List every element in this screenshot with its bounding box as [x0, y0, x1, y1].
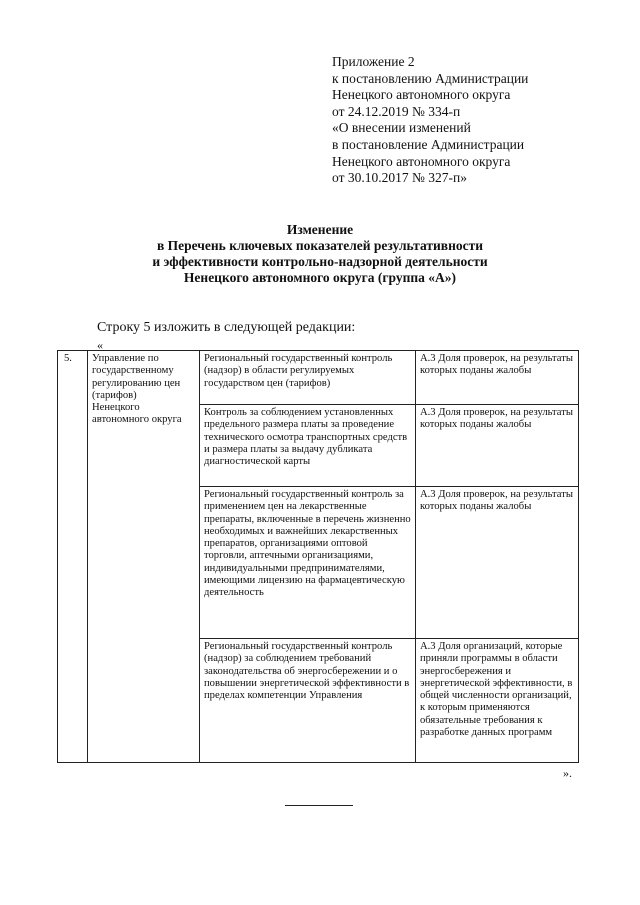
control-cell: Региональный государственный контроль (надзор) в области регулируемых государством цен (тарифов)	[200, 351, 416, 405]
authority-cell	[88, 351, 200, 763]
authority-name: Управление по государственному регулированию цен (тарифов)	[92, 353, 181, 401]
intro-text: Строку 5 изложить в следующей редакции:	[97, 320, 356, 335]
appendix-line: к постановлению Администрации	[332, 70, 529, 86]
appendix-line: Ненецкого автономного округа	[332, 153, 511, 169]
control-cell: Региональный государственный контроль (надзор) за соблюдением требований законодательства об энергосбережении и о повышении энергетической эффективности в пределах компетенции Управления	[200, 639, 416, 763]
appendix-block	[332, 54, 632, 187]
indicators-table	[57, 350, 579, 763]
title-line: и эффективности контрольно-надзорной деятельности	[152, 254, 488, 269]
title-line: в Перечень ключевых показателей результативности	[156, 238, 484, 253]
close-quote: ».	[563, 766, 572, 780]
appendix-line: Ненецкого автономного округа	[332, 87, 511, 103]
title-line: Ненецкого автономного округа (группа «А»)	[183, 270, 457, 285]
indicator-cell: А.3 Доля организаций, которые приняли программы в области энергосбережения и энергетической эффективности, в общей численности организаций, к которым применяются обязательные требования к разработке данных программ	[416, 639, 579, 763]
appendix-line: от 30.10.2017 № 327-п»	[332, 170, 467, 186]
row-number: 5.	[58, 351, 88, 763]
open-quote: «	[97, 338, 103, 352]
appendix-line: «О внесении изменений	[332, 120, 471, 136]
indicator-cell: А.3 Доля проверок, на результаты которых поданы жалобы	[416, 351, 579, 405]
title-line: Изменение	[286, 222, 354, 237]
indicator-cell: А.3 Доля проверок, на результаты которых поданы жалобы	[416, 405, 579, 487]
table-row	[58, 351, 579, 405]
control-cell: Региональный государственный контроль за применением цен на лекарственные препараты, включенные в перечень жизненно необходимых и важнейших лекарственных препаратов, организациями оптовой торговли, аптечными организациями, индивидуальными предпринимателями, имеющими лицензию на фармацевтическую деятельность	[200, 487, 416, 639]
document-title	[0, 222, 640, 286]
appendix-line: в постановление Администрации	[332, 136, 525, 152]
appendix-line: от 24.12.2019 № 334-п	[332, 103, 461, 119]
control-cell: Контроль за соблюдением установленных предельного размера платы за проведение технического осмотра транспортных средств и размера платы за выдачу дубликата диагностической карты	[200, 405, 416, 487]
authority-region: Ненецкого автономного округа	[92, 402, 182, 426]
indicator-cell: А.3 Доля проверок, на результаты которых поданы жалобы	[416, 487, 579, 639]
appendix-line: Приложение 2	[332, 54, 415, 69]
footer-divider	[285, 805, 353, 806]
